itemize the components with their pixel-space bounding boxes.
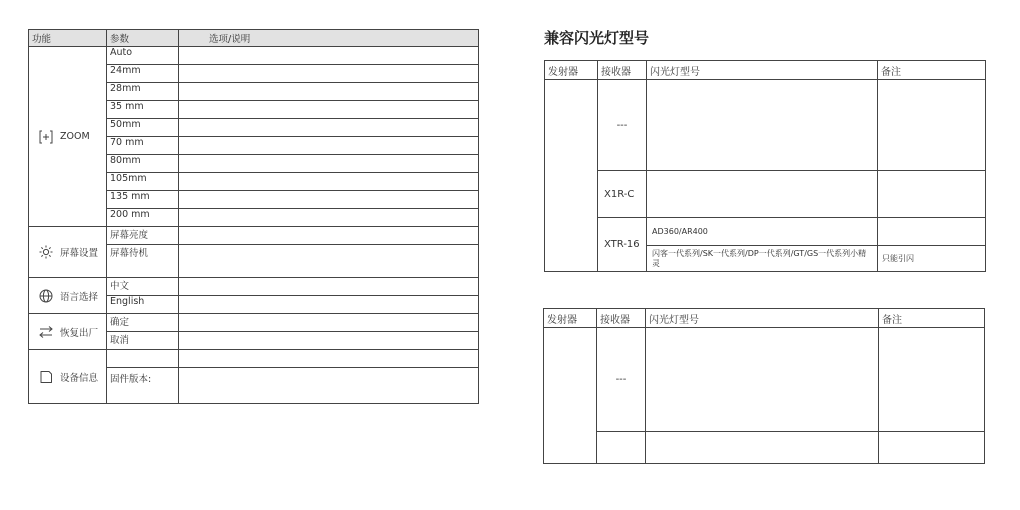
- option-cell: [179, 101, 479, 119]
- header-receiver: 接收器: [597, 309, 646, 328]
- compat-table-2: [543, 308, 985, 464]
- model-cell: [646, 432, 879, 464]
- table-row: [545, 218, 986, 246]
- table-row: [545, 80, 986, 171]
- globe-icon: [38, 288, 54, 304]
- header-flash-model: 闪光灯型号: [647, 61, 878, 80]
- option-cell: [179, 209, 479, 227]
- note-cell: [879, 328, 985, 432]
- param-cell: 70 mm: [107, 137, 179, 155]
- receiver-cell: X1R-C: [598, 171, 647, 218]
- param-cell: 取消: [107, 332, 179, 350]
- header-receiver: 接收器: [598, 61, 647, 80]
- param-cell: 中文: [107, 278, 179, 296]
- option-cell: [179, 191, 479, 209]
- table-row: [29, 350, 479, 368]
- option-cell: [179, 65, 479, 83]
- table-row: [29, 278, 479, 296]
- func-zoom: [29, 47, 107, 227]
- table-row: [29, 314, 479, 332]
- receiver-cell: ---: [598, 80, 647, 171]
- param-cell: 确定: [107, 314, 179, 332]
- param-cell: 80mm: [107, 155, 179, 173]
- func-screen-label: 屏幕设置: [60, 248, 99, 259]
- func-screen: [29, 227, 107, 278]
- zoom-plus-icon: [38, 129, 54, 145]
- option-cell: [179, 155, 479, 173]
- page-title: 兼容闪光灯型号: [544, 29, 650, 47]
- option-cell: [179, 350, 479, 368]
- note-cell: [878, 218, 986, 246]
- settings-header-row: [29, 30, 479, 47]
- param-cell: 35 mm: [107, 101, 179, 119]
- param-cell: 屏幕亮度: [107, 227, 179, 245]
- func-reset: [29, 314, 107, 350]
- option-cell: [179, 137, 479, 155]
- receiver-cell: ---: [597, 328, 646, 432]
- model-cell: 闪客一代系列/SK一代系列/DP一代系列/GT/GS一代系列小精灵: [647, 246, 878, 272]
- receiver-cell: XTR-16: [598, 218, 647, 272]
- option-cell: [179, 173, 479, 191]
- header-note: 备注: [879, 309, 985, 328]
- header-flash-model: 闪光灯型号: [646, 309, 879, 328]
- receiver-cell: [597, 432, 646, 464]
- func-language-label: 语言选择: [60, 291, 99, 303]
- param-cell: English: [107, 296, 179, 314]
- table-row: [544, 432, 985, 464]
- header-options-label: 选项/说明: [209, 34, 251, 45]
- param-cell: 固件版本:: [107, 368, 179, 404]
- header-note: 备注: [878, 61, 986, 80]
- option-cell: [179, 278, 479, 296]
- note-cell: 只能引闪: [878, 246, 986, 272]
- param-cell: 屏幕待机: [107, 245, 179, 278]
- option-cell: [179, 368, 479, 404]
- table-row: [29, 227, 479, 245]
- compat-header-row: [545, 61, 986, 80]
- table-row: [29, 47, 479, 65]
- header-transmitter: 发射器: [545, 61, 598, 80]
- param-cell: 50mm: [107, 119, 179, 137]
- model-cell: [647, 171, 878, 218]
- transmitter-cell: [544, 328, 597, 464]
- table-row: [545, 171, 986, 218]
- header-options: [179, 30, 479, 47]
- param-cell: 200 mm: [107, 209, 179, 227]
- func-device: [29, 350, 107, 404]
- param-cell: 24mm: [107, 65, 179, 83]
- header-parameter: 参数: [107, 30, 179, 47]
- compat-header-row: [544, 309, 985, 328]
- model-cell: AD360/AR400: [647, 218, 878, 246]
- option-cell: [179, 47, 479, 65]
- model-cell: [647, 80, 878, 171]
- brightness-icon: [38, 244, 54, 260]
- param-cell: Auto: [107, 47, 179, 65]
- note-cell: [878, 80, 986, 171]
- option-cell: [179, 332, 479, 350]
- settings-table: [28, 29, 479, 404]
- header-function: 功能: [29, 30, 107, 47]
- func-reset-label: 恢复出厂: [60, 327, 99, 339]
- param-cell: [107, 350, 179, 368]
- option-cell: [179, 227, 479, 245]
- param-cell: 135 mm: [107, 191, 179, 209]
- transmitter-cell: [545, 80, 598, 272]
- header-transmitter: 发射器: [544, 309, 597, 328]
- swap-arrows-icon: [38, 324, 54, 340]
- table-row: [544, 328, 985, 432]
- param-cell: 105mm: [107, 173, 179, 191]
- device-card-icon: [38, 369, 54, 385]
- compat-table-1: [544, 60, 986, 272]
- model-cell: [646, 328, 879, 432]
- option-cell: [179, 296, 479, 314]
- param-cell: 28mm: [107, 83, 179, 101]
- func-device-label: 设备信息: [60, 372, 99, 384]
- option-cell: [179, 119, 479, 137]
- func-language: [29, 278, 107, 314]
- note-cell: [879, 432, 985, 464]
- option-cell: [179, 83, 479, 101]
- func-zoom-label: ZOOM: [60, 131, 90, 142]
- option-cell: [179, 314, 479, 332]
- note-cell: [878, 171, 986, 218]
- option-cell: [179, 245, 479, 278]
